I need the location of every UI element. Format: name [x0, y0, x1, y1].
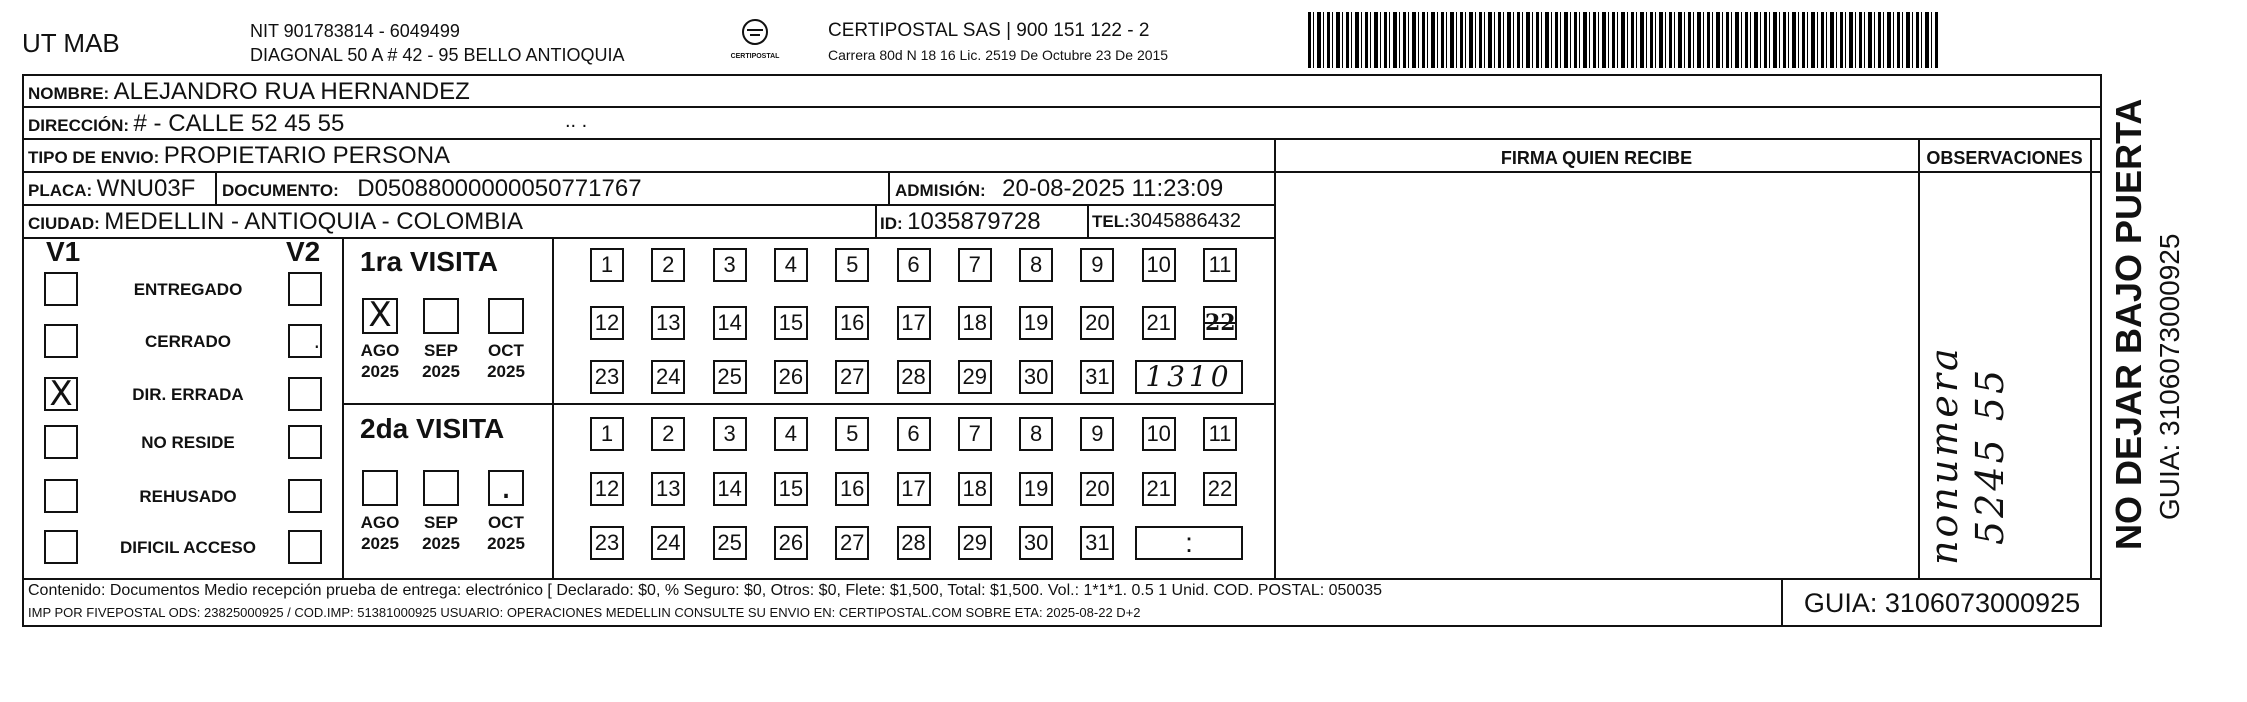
day-box[interactable]: 7: [958, 248, 992, 282]
firma-label: FIRMA QUIEN RECIBE: [1500, 148, 1693, 168]
day-box[interactable]: 15: [774, 472, 808, 506]
v1-checkbox[interactable]: [44, 324, 78, 358]
day-box[interactable]: 25: [713, 526, 747, 560]
footer-content: Contenido: Documentos Medio recepción prueba de entrega: electrónico [ Declarado: $0, % Seguro: $0, Otros: $0, Flete: $1,500, Total: $1,500. Vol.: 1*1*1. 0.5 1 Unid. COD. POSTAL: 050035: [28, 582, 1382, 599]
month-label: [416, 340, 466, 382]
day-box[interactable]: 30: [1019, 360, 1053, 394]
day-box[interactable]: 20: [1080, 306, 1114, 340]
ciudad-label: CIUDAD:: [28, 214, 100, 233]
v2-checkbox[interactable]: [288, 479, 322, 513]
nombre-row: [28, 78, 470, 106]
v2-checkbox[interactable]: .: [288, 324, 322, 358]
day-box[interactable]: 18: [958, 306, 992, 340]
day-box[interactable]: 6: [897, 248, 931, 282]
status-label: DIFICIL ACCESO: [119, 538, 256, 557]
day-box[interactable]: 31: [1080, 360, 1114, 394]
ciudad-cell: [28, 208, 523, 236]
day-box[interactable]: 6: [897, 417, 931, 451]
observation-line2: 5245 55: [1968, 366, 2012, 545]
day-box[interactable]: 3: [713, 417, 747, 451]
admision-cell: [895, 175, 1223, 203]
month-year: 2025: [361, 362, 399, 381]
v1-checkbox[interactable]: [44, 479, 78, 513]
day-box[interactable]: 17: [897, 306, 931, 340]
day-box[interactable]: 29: [958, 360, 992, 394]
direccion-marks: .. .: [565, 110, 588, 132]
day-box[interactable]: 26: [774, 526, 808, 560]
day-box[interactable]: 12: [590, 306, 624, 340]
first-visit-title: 1ra VISITA: [360, 246, 498, 277]
day-box[interactable]: 21: [1142, 306, 1176, 340]
v1-checkbox[interactable]: X: [44, 377, 78, 411]
day-box[interactable]: 2: [651, 248, 685, 282]
nombre-value: ALEJANDRO RUA HERNANDEZ: [113, 78, 470, 105]
day-box[interactable]: 10: [1142, 248, 1176, 282]
observaciones-label: OBSERVACIONES: [1926, 148, 2083, 168]
day-box[interactable]: 19: [1019, 472, 1053, 506]
month-year: 2025: [487, 362, 525, 381]
id-cell: [880, 208, 1041, 236]
month-checkbox[interactable]: .: [488, 470, 524, 506]
id-label: ID:: [880, 214, 903, 233]
admision-label: ADMISIÓN:: [895, 181, 986, 200]
day-box[interactable]: 14: [713, 306, 747, 340]
footer-imp: IMP POR FIVEPOSTAL ODS: 23825000925 / COD.IMP: 51381000925 USUARIO: OPERACIONES MEDELLIN CONSULTE SU ENVIO EN: CERTIPOSTAL.COM SOBRE ETA: 2025-08-22 D+2: [28, 605, 1141, 620]
status-label: ENTREGADO: [133, 280, 243, 299]
carrier-name: CERTIPOSTAL SAS | 900 151 122 - 2: [828, 20, 1150, 41]
v2-checkbox[interactable]: [288, 377, 322, 411]
documento-value: D05088000000050771767: [357, 175, 642, 202]
id-value: 1035879728: [907, 208, 1041, 235]
placa-label: PLACA:: [28, 181, 93, 200]
day-box[interactable]: 29: [958, 526, 992, 560]
day-box[interactable]: 13: [651, 306, 685, 340]
month-checkbox[interactable]: [423, 470, 459, 506]
day-box[interactable]: 9: [1080, 417, 1114, 451]
day-box[interactable]: 16: [835, 472, 869, 506]
day-box[interactable]: 24: [651, 526, 685, 560]
tel-value: 3045886432: [1129, 210, 1242, 232]
day-box[interactable]: 22: [1203, 472, 1237, 506]
day-box[interactable]: 24: [651, 360, 685, 394]
day-box[interactable]: 12: [590, 472, 624, 506]
day-box[interactable]: 23: [590, 360, 624, 394]
day-box[interactable]: 5: [835, 248, 869, 282]
day-box[interactable]: 11: [1203, 248, 1237, 282]
month-checkbox[interactable]: X: [362, 298, 398, 334]
company-address: DIAGONAL 50 A # 42 - 95 BELLO ANTIOQUIA: [250, 45, 625, 65]
ciudad-value: MEDELLIN - ANTIOQUIA - COLOMBIA: [104, 208, 523, 235]
day-box[interactable]: 5: [835, 417, 869, 451]
month-name: SEP: [423, 341, 459, 360]
day-box[interactable]: 2: [651, 417, 685, 451]
day-box[interactable]: 27: [835, 526, 869, 560]
day-box[interactable]: 13: [651, 472, 685, 506]
tipo-label: TIPO DE ENVIO:: [28, 148, 160, 167]
month-year: 2025: [422, 534, 460, 553]
tipo-row: [28, 142, 450, 170]
month-label: [416, 512, 466, 554]
day-box[interactable]: 3: [713, 248, 747, 282]
month-label: [481, 512, 531, 554]
month-name: AGO: [360, 341, 400, 360]
day-box[interactable]: 4: [774, 248, 808, 282]
day-box[interactable]: 16: [835, 306, 869, 340]
certipostal-logo: [725, 18, 785, 60]
carrier-license: Carrera 80d N 18 16 Lic. 2519 De Octubre 23 De 2015: [828, 47, 1169, 63]
day-box[interactable]: 22: [1203, 306, 1237, 340]
day-box[interactable]: 17: [897, 472, 931, 506]
month-year: 2025: [361, 534, 399, 553]
day-box[interactable]: 28: [897, 360, 931, 394]
status-label: DIR. ERRADA: [132, 385, 244, 404]
month-year: 2025: [422, 362, 460, 381]
barcode: [1308, 12, 1940, 68]
time-box[interactable]: :: [1135, 526, 1243, 560]
month-name: OCT: [488, 341, 524, 360]
side-warning: NO DEJAR BAJO PUERTA: [2108, 98, 2149, 550]
second-visit-title: 2da VISITA: [360, 413, 505, 444]
month-checkbox[interactable]: [488, 298, 524, 334]
day-box[interactable]: 9: [1080, 248, 1114, 282]
placa-cell: [28, 175, 195, 203]
company-nit: NIT 901783814 - 6049499: [250, 21, 460, 41]
v1-checkbox[interactable]: [44, 272, 78, 306]
documento-label: DOCUMENTO:: [222, 181, 339, 200]
month-label: [355, 512, 405, 554]
observation-line1: nonumera: [1922, 345, 1966, 565]
day-box[interactable]: 8: [1019, 248, 1053, 282]
day-box[interactable]: 27: [835, 360, 869, 394]
month-checkbox[interactable]: [362, 470, 398, 506]
day-box[interactable]: 28: [897, 526, 931, 560]
day-box[interactable]: 8: [1019, 417, 1053, 451]
month-checkbox[interactable]: [423, 298, 459, 334]
day-box[interactable]: 25: [713, 360, 747, 394]
company-name: UT MAB: [22, 28, 120, 58]
tel-label: TEL:: [1092, 212, 1130, 231]
placa-value: WNU03F: [96, 175, 196, 202]
month-label: [481, 340, 531, 382]
day-box[interactable]: 11: [1203, 417, 1237, 451]
day-box[interactable]: 31: [1080, 526, 1114, 560]
logo-text: CERTIPOSTAL: [730, 53, 780, 60]
day-box[interactable]: 10: [1142, 417, 1176, 451]
direccion-row: [28, 110, 344, 138]
footer-guia: GUIA: 3106073000925: [1803, 588, 2081, 618]
status-label: REHUSADO: [139, 487, 237, 506]
tipo-value: PROPIETARIO PERSONA: [163, 142, 451, 169]
v1-checkbox[interactable]: [44, 425, 78, 459]
v2-checkbox[interactable]: [288, 272, 322, 306]
direccion-label: DIRECCIÓN:: [28, 116, 130, 135]
v1-checkbox[interactable]: [44, 530, 78, 564]
month-name: SEP: [423, 513, 459, 532]
side-guia: GUIA: 3106073000925: [2154, 233, 2185, 520]
day-box[interactable]: 15: [774, 306, 808, 340]
day-box[interactable]: 7: [958, 417, 992, 451]
admision-value: 20-08-2025 11:23:09: [1002, 175, 1224, 202]
day-box[interactable]: 23: [590, 526, 624, 560]
month-name: OCT: [488, 513, 524, 532]
status-label: NO RESIDE: [141, 433, 235, 452]
status-label: CERRADO: [145, 332, 231, 351]
v2-checkbox[interactable]: [288, 425, 322, 459]
day-box[interactable]: 19: [1019, 306, 1053, 340]
day-box[interactable]: 30: [1019, 526, 1053, 560]
time-box[interactable]: 1310: [1135, 360, 1243, 394]
v2-checkbox[interactable]: [288, 530, 322, 564]
month-name: AGO: [360, 513, 400, 532]
day-box[interactable]: 18: [958, 472, 992, 506]
v1-label: V1: [46, 236, 81, 267]
day-box[interactable]: 26: [774, 360, 808, 394]
day-box[interactable]: 1: [590, 248, 624, 282]
logo-icon: [738, 18, 772, 48]
day-box[interactable]: 20: [1080, 472, 1114, 506]
month-year: 2025: [487, 534, 525, 553]
day-box[interactable]: 1: [590, 417, 624, 451]
nombre-label: NOMBRE:: [28, 84, 110, 103]
month-label: [355, 340, 405, 382]
documento-cell: [222, 175, 642, 203]
day-box[interactable]: 4: [774, 417, 808, 451]
tel-cell: [1092, 210, 1241, 233]
day-box[interactable]: 14: [713, 472, 747, 506]
v2-label: V2: [286, 236, 321, 267]
direccion-value: # - CALLE 52 45 55: [133, 110, 345, 137]
day-box[interactable]: 21: [1142, 472, 1176, 506]
